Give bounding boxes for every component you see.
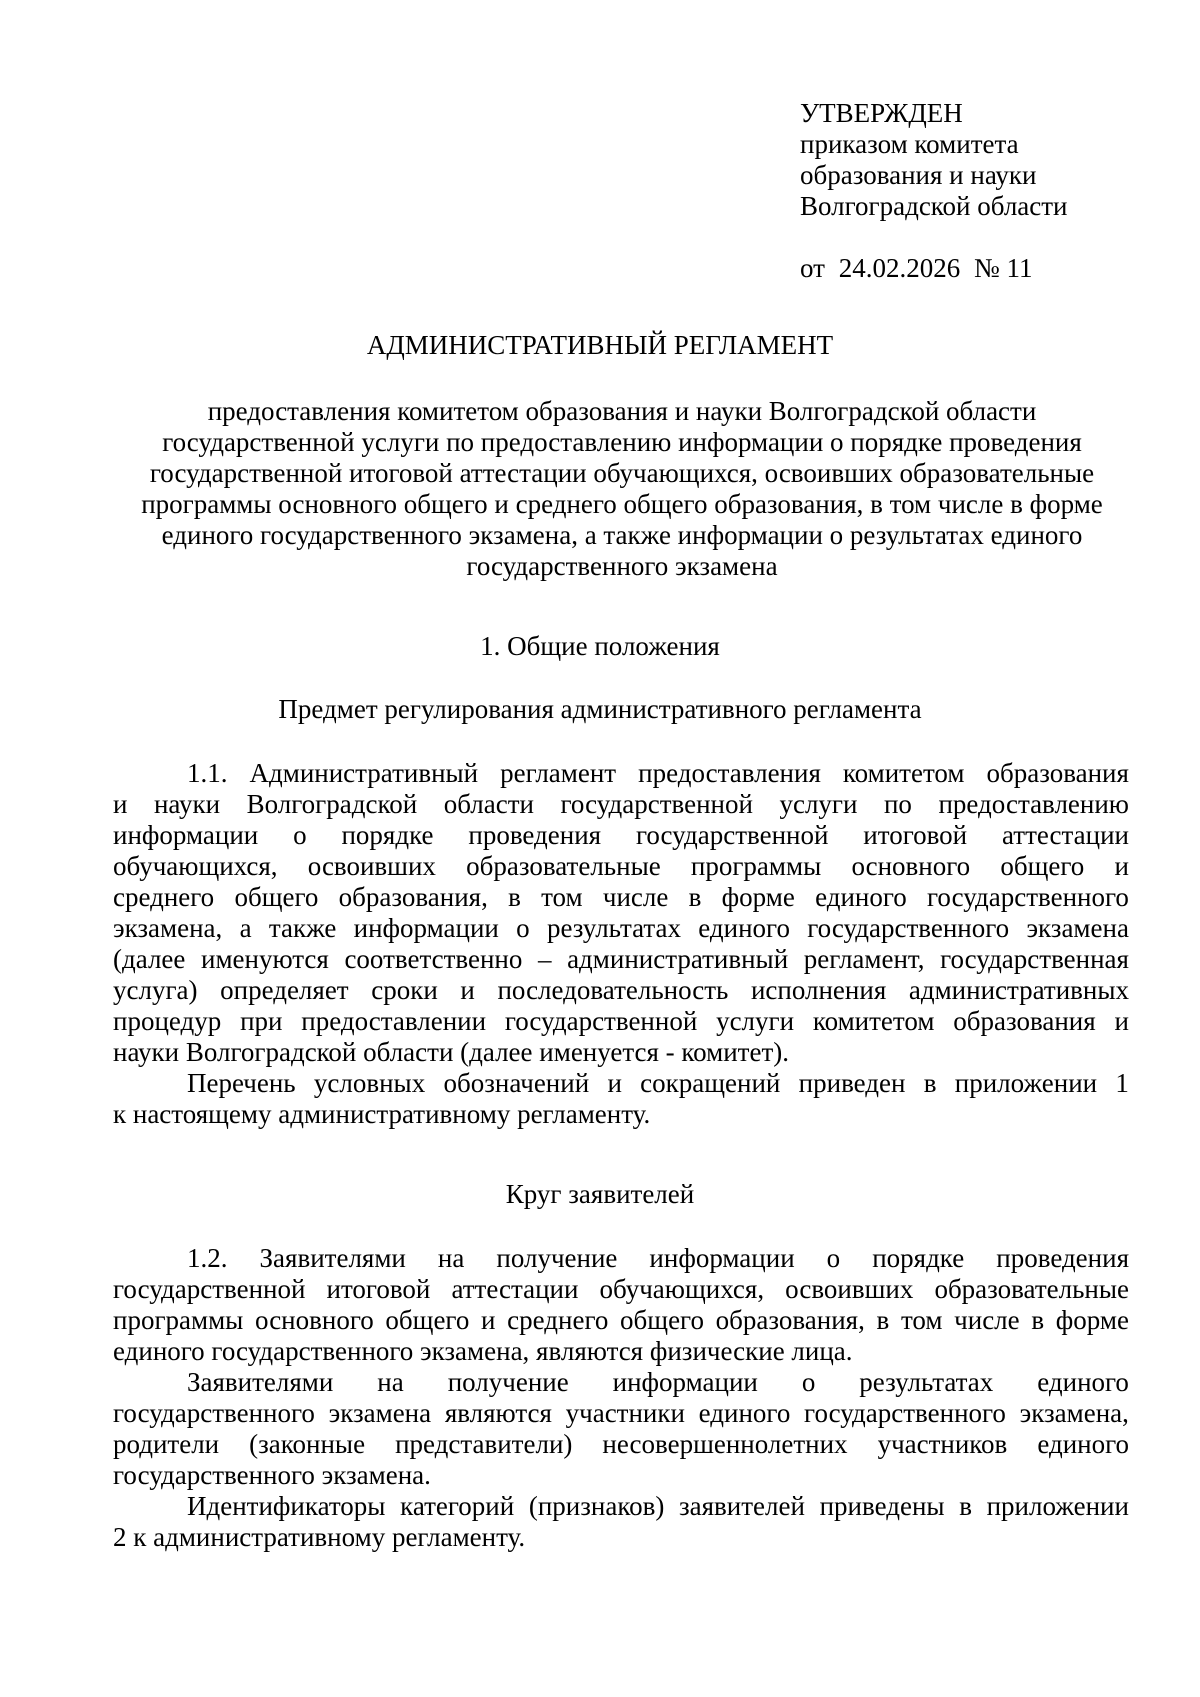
subtitle-line: государственного экзамена (466, 551, 778, 581)
word: информации (353, 913, 499, 943)
word: государственного (927, 882, 1129, 912)
word: единого (698, 913, 790, 943)
word: единого (1037, 1429, 1129, 1459)
text-line: к настоящему административному регламенту. (113, 1099, 651, 1129)
text-line (113, 975, 1129, 1006)
word: общего (1000, 851, 1085, 881)
text-line (113, 1274, 1129, 1305)
word: экзамена (1026, 913, 1129, 943)
word: образования (953, 1006, 1096, 1036)
word: 1.1. (187, 758, 228, 788)
section-heading: 1. Общие положения (480, 631, 720, 661)
text-line (113, 913, 1129, 944)
word: области (443, 789, 534, 819)
word: определяет (220, 975, 349, 1005)
word: итоговой (863, 820, 968, 850)
text-line (113, 944, 1129, 975)
paragraph-1-2 (113, 1243, 1129, 1553)
word: аттестации (451, 1274, 579, 1304)
word: основного (851, 851, 971, 881)
word: услуги (716, 1006, 795, 1036)
word: освоивших (307, 851, 436, 881)
word: сроки (371, 975, 438, 1005)
approval-stamp-block (800, 98, 1140, 284)
word: форме (721, 882, 795, 912)
text-line (113, 1243, 1129, 1274)
word: в (876, 1305, 890, 1335)
subtitle-line: предоставления комитетом образования и науки Волгоградской области (207, 396, 1037, 426)
word: приведены (819, 1491, 945, 1521)
word: итоговой (326, 1274, 431, 1304)
text-line (113, 851, 1129, 882)
word: освоивших (785, 1274, 914, 1304)
word: заявителей (678, 1491, 805, 1521)
approval-line: приказом комитета (800, 129, 1019, 159)
text-line: 2 к административному регламенту. (113, 1522, 526, 1552)
text-line (113, 1367, 1129, 1398)
text-line (113, 1305, 1129, 1336)
word: именуются (201, 944, 329, 974)
word: комитетом (812, 1006, 935, 1036)
word: получение (496, 1243, 618, 1273)
word: программы (113, 1305, 244, 1335)
word: являются (444, 1398, 552, 1428)
word: результатах (859, 1367, 994, 1397)
word: среднего (507, 1305, 609, 1335)
word: исполнения (750, 975, 887, 1005)
word: в (923, 1068, 937, 1098)
word: общего (385, 1305, 470, 1335)
word: государственного (804, 1398, 1006, 1428)
word: – (537, 944, 552, 974)
word: процедур (113, 1006, 222, 1036)
word: также (268, 913, 337, 943)
word: образования, (715, 1305, 865, 1335)
word: том (541, 882, 583, 912)
word: услуги (779, 789, 858, 819)
document-title: АДМИНИСТРАТИВНЫЙ РЕГЛАМЕНТ (366, 330, 834, 360)
word: и (1114, 1006, 1129, 1036)
word: единого (698, 1398, 791, 1428)
word: предоставления (638, 758, 821, 788)
word: единого (815, 882, 907, 912)
word: несовершеннолетних (602, 1429, 848, 1459)
approval-date: 24.02.2026 (838, 253, 961, 283)
applicants-heading: Круг заявителей (505, 1179, 695, 1209)
word: регламент, (803, 944, 925, 974)
word: форме (1055, 1305, 1129, 1335)
word: (законные (249, 1429, 366, 1459)
word: на (377, 1367, 404, 1397)
word: предоставлении (301, 1006, 487, 1036)
word: образовательные (934, 1274, 1129, 1304)
text-line: науки Волгоградской области (далее именуется - комитет). (113, 1037, 789, 1067)
word: и (481, 1305, 496, 1335)
word: участники (565, 1398, 685, 1428)
word: аттестации (1001, 820, 1129, 850)
word: и (1114, 851, 1129, 881)
word: 1 (1115, 1068, 1129, 1098)
word: программы (690, 851, 822, 881)
word: проведения (996, 1243, 1129, 1273)
word: административных (908, 975, 1129, 1005)
word: информации (649, 1243, 795, 1273)
word: в (688, 882, 702, 912)
word: а (239, 913, 252, 943)
word: приведен (798, 1068, 906, 1098)
word: в (959, 1491, 972, 1521)
word: при (240, 1006, 283, 1036)
approval-line: УТВЕРЖДЕН (800, 98, 963, 128)
word: общего (620, 1305, 704, 1335)
text-line: единого государственного экзамена, являются физические лица. (113, 1336, 853, 1366)
text-line (113, 758, 1129, 789)
word: экзамена, (113, 913, 223, 943)
word: порядке (341, 820, 434, 850)
word: комитетом (842, 758, 965, 788)
word: на (437, 1243, 465, 1273)
word: образовательные (466, 851, 661, 881)
word: Заявителями (259, 1243, 406, 1273)
word: категорий (400, 1491, 515, 1521)
word: и (113, 789, 128, 819)
subtitle-line: государственной итоговой аттестации обучающихся, освоивших образовательные (149, 458, 1095, 488)
approval-line: образования и науки (800, 160, 1037, 190)
word: соответственно (344, 944, 523, 974)
word: условных (313, 1068, 426, 1098)
text-line (113, 1006, 1129, 1037)
approval-date-line (800, 253, 1140, 284)
word: родители (113, 1429, 220, 1459)
word: образования, (338, 882, 488, 912)
text-line (113, 789, 1129, 820)
word: о (801, 1367, 816, 1397)
word: (далее (113, 944, 186, 974)
word: государственного (807, 913, 1010, 943)
word: Административный (249, 758, 479, 788)
word: приложении (986, 1491, 1129, 1521)
word: государственная (940, 944, 1129, 974)
approval-line: Волгоградской области (800, 191, 1068, 221)
word: и (460, 975, 475, 1005)
word: обозначений (443, 1068, 590, 1098)
document-subtitle (118, 396, 1126, 582)
word: 1.2. (187, 1243, 228, 1273)
word: Идентификаторы (187, 1491, 386, 1521)
word: сокращений (640, 1068, 781, 1098)
text-line (113, 820, 1129, 851)
word: обучающихся, (599, 1274, 765, 1304)
word: образования (986, 758, 1129, 788)
word: Заявителями (187, 1367, 334, 1397)
word: среднего (113, 882, 215, 912)
word: числе (602, 882, 669, 912)
word: участников (877, 1429, 1008, 1459)
word: предоставлению (938, 789, 1129, 819)
word: в (508, 882, 521, 912)
word: в (1031, 1305, 1045, 1335)
word: (признаков) (528, 1491, 665, 1521)
word: государственной (635, 820, 829, 850)
text-line (113, 882, 1129, 913)
word: информации (612, 1367, 758, 1397)
word: основного (255, 1305, 374, 1335)
word: экзамена (328, 1398, 432, 1428)
word: о (516, 913, 530, 943)
word: науки (153, 789, 221, 819)
section-subheading: Предмет регулирования административного регламента (278, 694, 922, 724)
subtitle-line: программы основного общего и среднего общего образования, в том числе в форме (141, 489, 1103, 519)
word: получение (447, 1367, 569, 1397)
word: Перечень (187, 1068, 296, 1098)
text-line: государственного экзамена. (113, 1460, 431, 1490)
word: результатах (546, 913, 681, 943)
subtitle-line: государственной услуги по предоставлению информации о порядке проведения (162, 427, 1082, 457)
word: обучающихся, (113, 851, 278, 881)
word: приложении (954, 1068, 1098, 1098)
word: информации (113, 820, 259, 850)
text-line (113, 1068, 1129, 1099)
word: услуга) (113, 975, 198, 1005)
word: представители) (395, 1429, 573, 1459)
word: о (293, 820, 307, 850)
word: по (883, 789, 912, 819)
word: экзамена, (1019, 1398, 1129, 1428)
word: числе (954, 1305, 1020, 1335)
word: государственного (113, 1398, 315, 1428)
word: государственной (113, 1274, 306, 1304)
subtitle-line: единого государственного экзамена, а также информации о результатах единого (161, 520, 1083, 550)
word: государственной (504, 1006, 698, 1036)
text-line (113, 1429, 1129, 1460)
word: о (826, 1243, 841, 1273)
date-prefix: от (800, 253, 825, 283)
text-line (113, 1491, 1129, 1522)
word: проведения (468, 820, 602, 850)
word: Волгоградской (246, 789, 418, 819)
word: и (607, 1068, 622, 1098)
word: порядке (872, 1243, 965, 1273)
approval-number: № 11 (973, 253, 1033, 283)
word: том (900, 1305, 943, 1335)
word: государственной (560, 789, 753, 819)
word: последовательность (497, 975, 729, 1005)
text-line (113, 1398, 1129, 1429)
word: общего (234, 882, 319, 912)
word: единого (1037, 1367, 1129, 1397)
paragraph-1-1 (113, 758, 1129, 1130)
word: административный (567, 944, 789, 974)
word: регламент (500, 758, 617, 788)
